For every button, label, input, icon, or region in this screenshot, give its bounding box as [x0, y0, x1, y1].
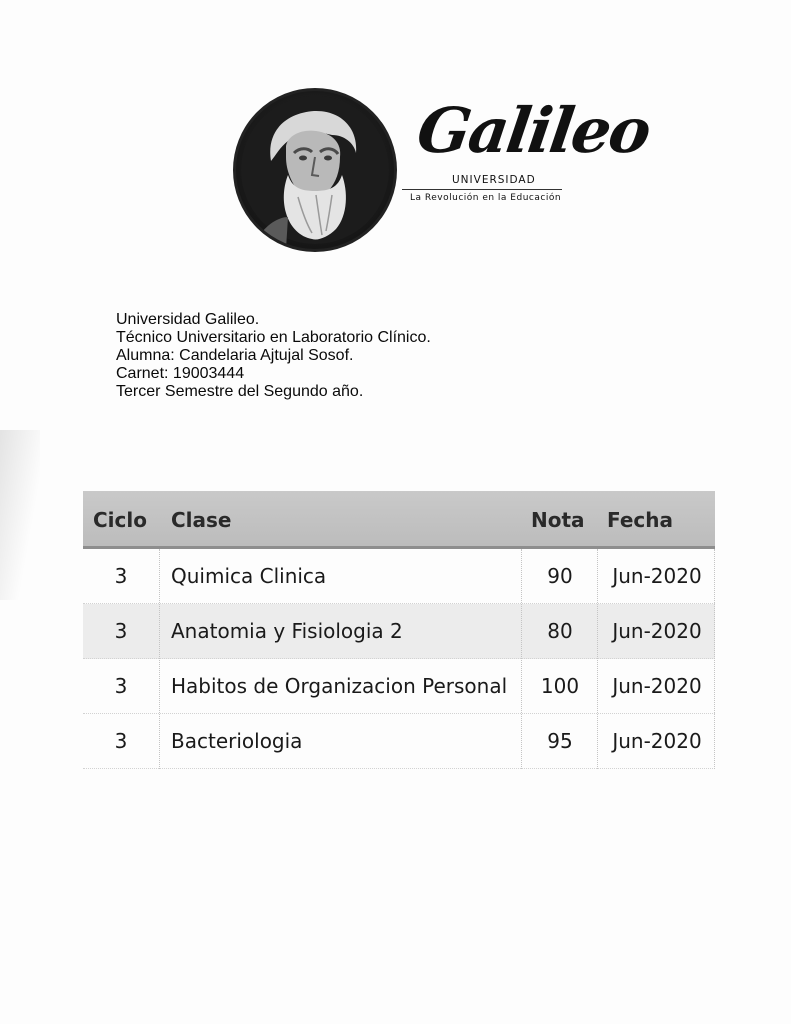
- cell-clase: Habitos de Organizacion Personal: [171, 674, 508, 698]
- logo-subtitle: UNIVERSIDAD: [452, 174, 536, 186]
- cell-ciclo: 3: [114, 564, 128, 588]
- info-university: Universidad Galileo.: [116, 311, 260, 328]
- info-program: Técnico Universitario en Laboratorio Clínico.: [116, 329, 431, 346]
- cell-ciclo: 3: [114, 619, 128, 643]
- cell-ciclo: 3: [114, 674, 128, 698]
- cell-fecha: Jun-2020: [612, 564, 702, 588]
- cell-clase: Anatomia y Fisiologia 2: [171, 619, 403, 643]
- table-row: [83, 714, 715, 769]
- table-row: [83, 604, 715, 659]
- header-nota: Nota: [531, 508, 585, 532]
- table-row: [83, 549, 715, 604]
- table-header: [83, 491, 715, 549]
- cell-fecha: Jun-2020: [612, 729, 702, 753]
- logo-divider: [402, 189, 562, 190]
- cell-clase: Quimica Clinica: [171, 564, 327, 588]
- cell-nota: 95: [547, 729, 573, 753]
- portrait-icon: [236, 91, 394, 249]
- column-divider: [597, 549, 598, 769]
- header-ciclo: Ciclo: [93, 508, 147, 532]
- cell-clase: Bacteriologia: [171, 729, 303, 753]
- header-clase: Clase: [171, 508, 232, 532]
- student-info: [116, 311, 431, 401]
- header-fecha: Fecha: [607, 508, 674, 532]
- column-divider: [521, 549, 522, 769]
- column-divider: [159, 549, 160, 769]
- info-student-name: Alumna: Candelaria Ajtujal Sosof.: [116, 347, 354, 364]
- column-divider: [714, 549, 715, 769]
- logo-tagline: La Revolución en la Educación: [410, 193, 562, 203]
- cell-fecha: Jun-2020: [612, 619, 702, 643]
- cell-ciclo: 3: [114, 729, 128, 753]
- cell-nota: 100: [540, 674, 580, 698]
- table-row: [83, 659, 715, 714]
- cell-nota: 90: [547, 564, 573, 588]
- logo-name: Galileo: [412, 94, 654, 167]
- info-semester: Tercer Semestre del Segundo año.: [116, 383, 364, 400]
- galileo-logo: [400, 94, 654, 215]
- galileo-portrait-medallion: [233, 88, 397, 252]
- cell-fecha: Jun-2020: [612, 674, 702, 698]
- info-carnet: Carnet: 19003444: [116, 365, 245, 382]
- cell-nota: 80: [547, 619, 573, 643]
- scan-shadow: [0, 430, 40, 600]
- grades-table: [83, 491, 715, 769]
